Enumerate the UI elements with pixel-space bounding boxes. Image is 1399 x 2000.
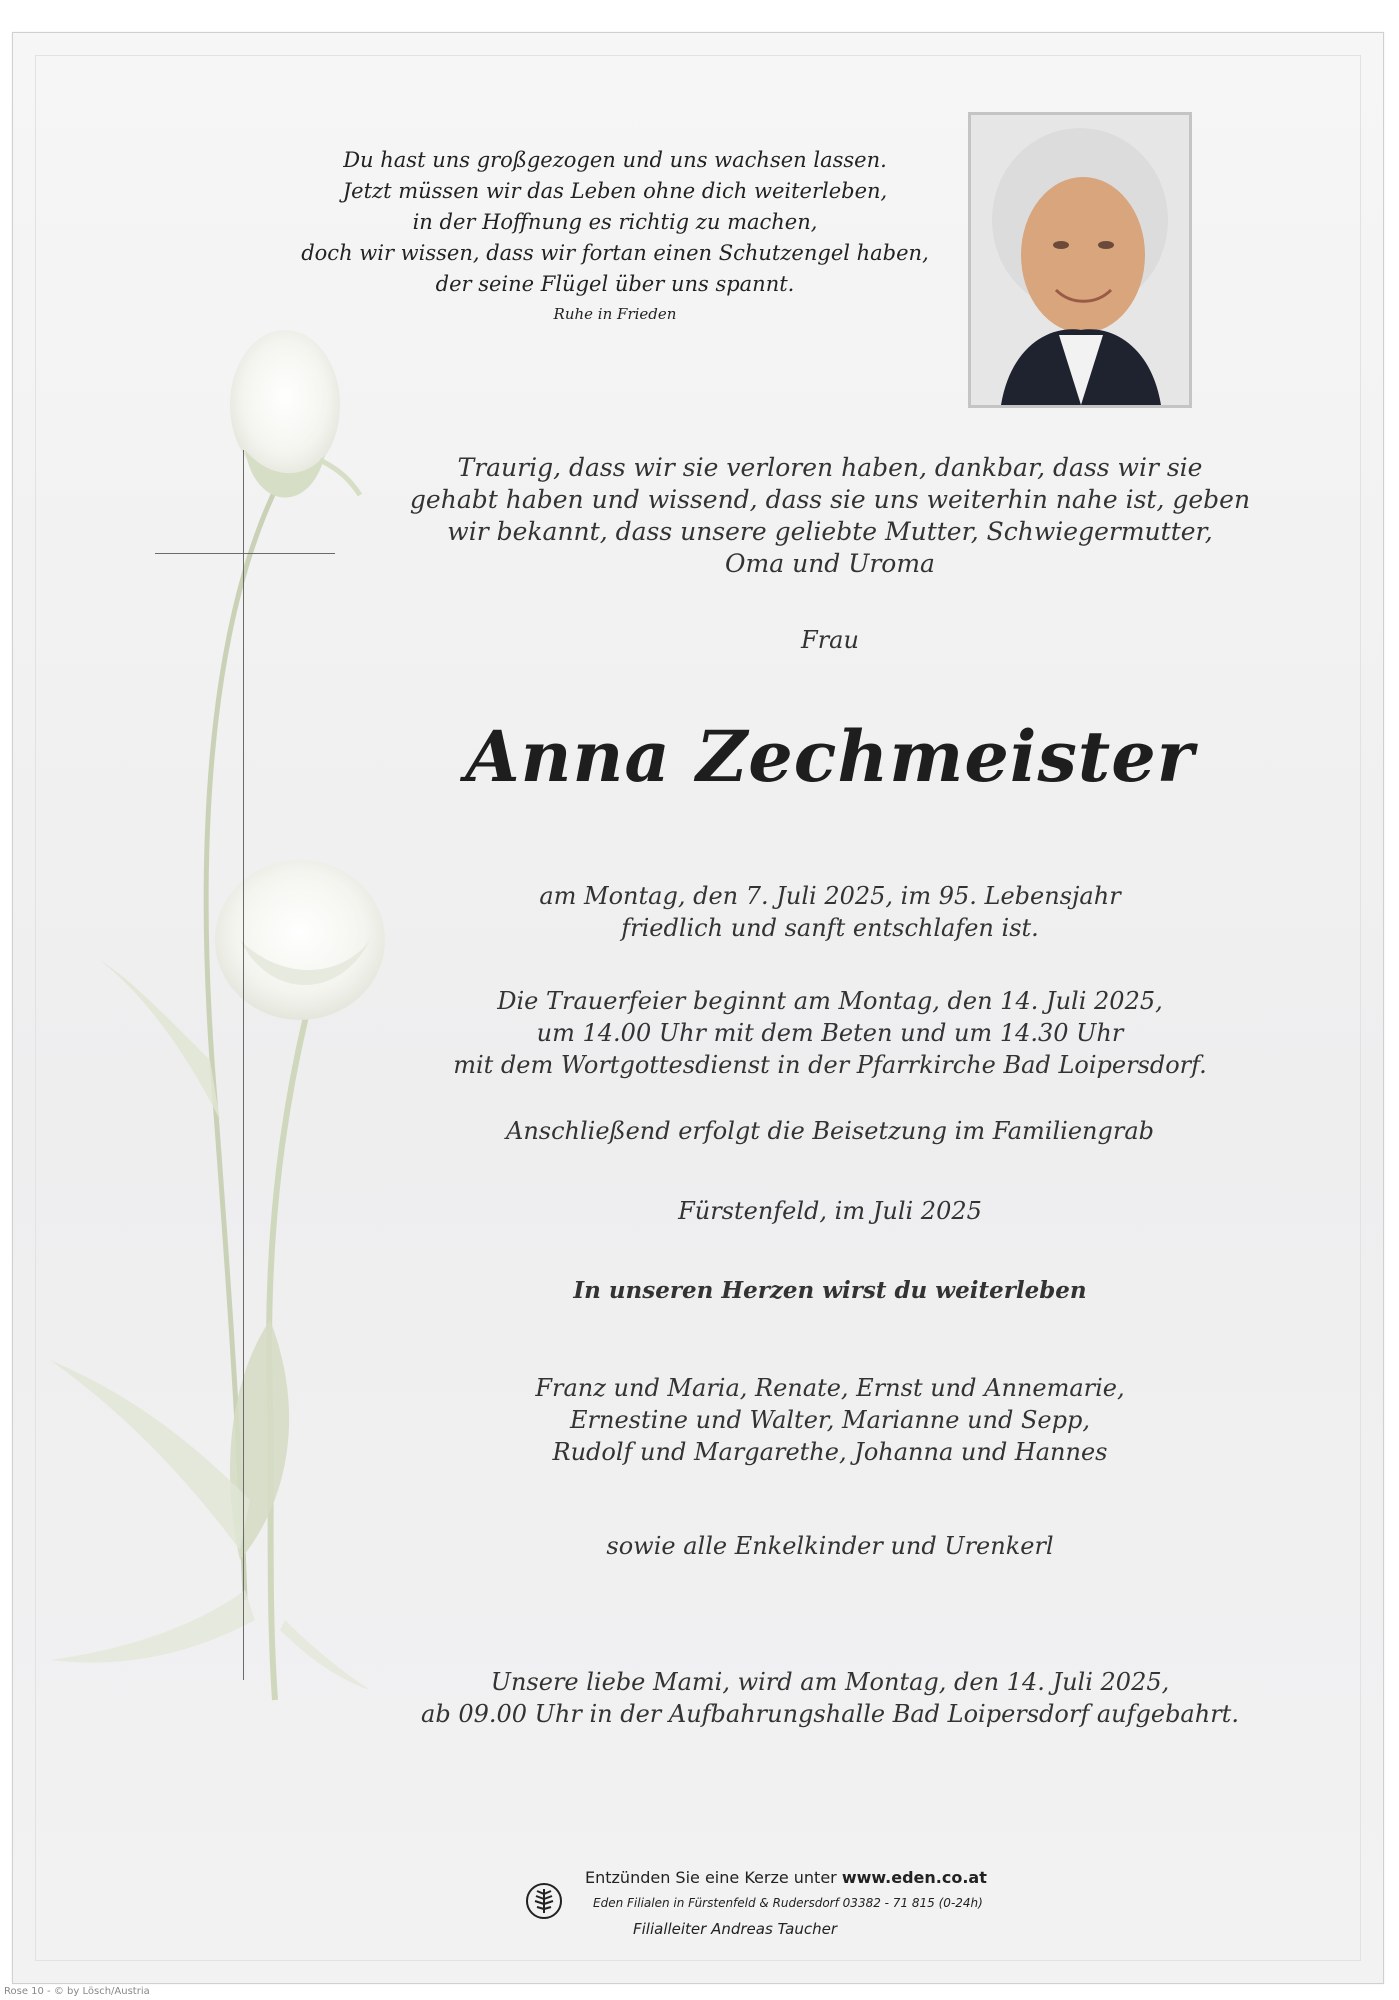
death-line: friedlich und sanft entschlafen ist.: [621, 914, 1039, 942]
branches-text: Eden Filialen in Fürstenfeld & Rudersdorf: [593, 1896, 839, 1910]
tree-leaf-icon: [525, 1882, 563, 1920]
poem-line: Jetzt müssen wir das Leben ohne dich weiterleben,: [342, 179, 888, 203]
family-line: Ernestine und Walter, Marianne und Sepp,: [570, 1406, 1090, 1434]
poem: [290, 145, 940, 328]
ceremony-line: um 14.00 Uhr mit dem Beten und um 14.30 Uhr: [536, 1019, 1124, 1047]
viewing-line: Unsere liebe Mami, wird am Montag, den 14. Juli 2025,: [490, 1668, 1170, 1696]
family-mourners: [400, 1372, 1260, 1468]
announcement-intro: [400, 452, 1260, 580]
poem-line: doch wir wissen, dass wir fortan einen Schutzengel haben,: [301, 241, 929, 265]
place-and-date: Fürstenfeld, im Juli 2025: [678, 1197, 982, 1225]
candle-text: Entzünden Sie eine Kerze unter: [585, 1868, 837, 1887]
salutation: Frau: [801, 626, 859, 654]
burial-notice: Anschließend erfolgt die Beisetzung im Familiengrab: [505, 1117, 1154, 1145]
family-line: Franz und Maria, Renate, Ernst und Annemarie,: [535, 1374, 1125, 1402]
intro-line: gehabt haben und wissend, dass sie uns weiterhin nahe ist, geben: [409, 485, 1251, 514]
viewing-notice: [400, 1666, 1260, 1730]
viewing-line: ab 09.00 Uhr in der Aufbahrungshalle Bad Loipersdorf aufgebahrt.: [421, 1700, 1239, 1728]
white-rose-decoration: [40, 300, 400, 1860]
cross-horizontal-bar: [155, 553, 335, 554]
branch-manager: Filialleiter Andreas Taucher: [633, 1920, 837, 1938]
family-line: Rudolf und Margarethe, Johanna und Hannes: [552, 1438, 1108, 1466]
template-credit: Rose 10 - © by Lösch/Austria: [4, 1986, 150, 1997]
deceased-portrait-photo: [968, 112, 1192, 408]
poem-line: der seine Flügel über uns spannt.: [435, 272, 795, 296]
intro-line: Traurig, dass wir sie verloren haben, dankbar, dass wir sie: [457, 453, 1203, 482]
ceremony-line: mit dem Wortgottesdienst in der Pfarrkirche Bad Loipersdorf.: [453, 1051, 1207, 1079]
funeral-home-footer: [525, 1868, 1025, 1948]
branch-contact: [593, 1896, 983, 1910]
cross-vertical-bar: [243, 450, 244, 1680]
intro-line: Oma und Uroma: [725, 549, 935, 578]
intro-line: wir bekannt, dass unsere geliebte Mutter, Schwiegermutter,: [447, 517, 1213, 546]
phone-hours: (0-24h): [938, 1896, 983, 1910]
grandchildren-mourners: sowie alle Enkelkinder und Urenkerl: [606, 1532, 1054, 1560]
memorial-motto: In unseren Herzen wirst du weiterleben: [573, 1277, 1087, 1304]
ceremony-line: Die Trauerfeier beginnt am Montag, den 14. Juli 2025,: [497, 987, 1163, 1015]
poem-line: in der Hoffnung es richtig zu machen,: [412, 210, 818, 234]
phone-number: 03382 - 71 815: [842, 1896, 935, 1910]
death-line: am Montag, den 7. Juli 2025, im 95. Lebensjahr: [539, 882, 1121, 910]
poem-line: Du hast uns großgezogen und uns wachsen lassen.: [343, 148, 887, 172]
funeral-ceremony-details: [400, 985, 1260, 1081]
candle-invitation: [585, 1868, 987, 1887]
deceased-name: Anna Zechmeister: [465, 715, 1195, 798]
death-notice: [400, 880, 1260, 944]
website-link[interactable]: www.eden.co.at: [841, 1868, 987, 1887]
portrait-image: [971, 115, 1189, 405]
poem-closing: Ruhe in Frieden: [553, 305, 677, 323]
